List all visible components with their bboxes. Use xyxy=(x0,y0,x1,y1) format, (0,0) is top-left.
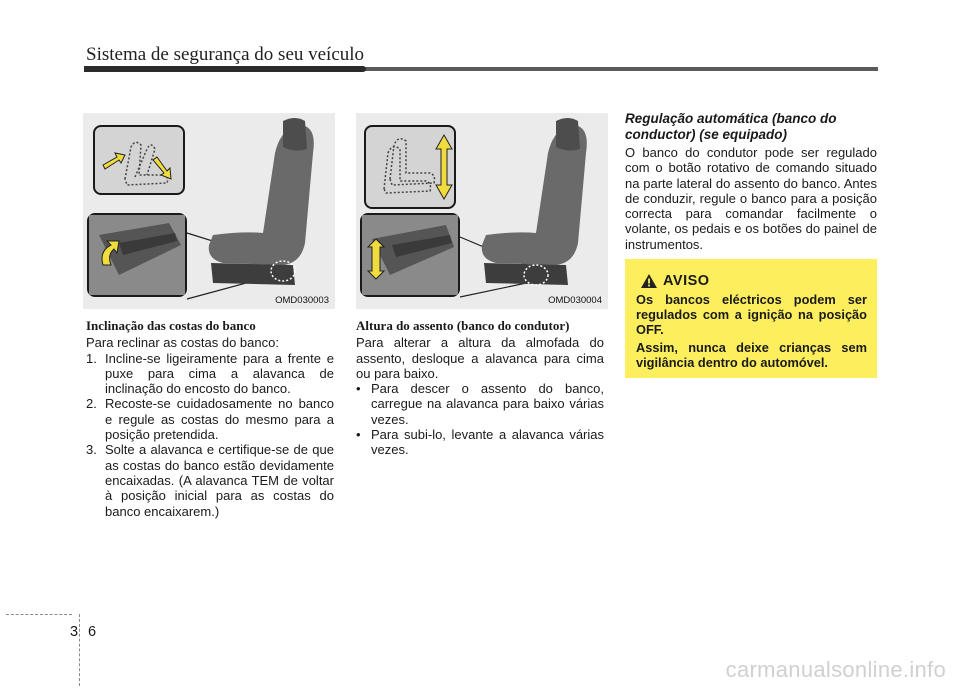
figure-seatback-recline xyxy=(83,113,335,309)
page-number: 6 xyxy=(88,624,97,640)
list-item: • Para descer o assento do banco, carregue na alavanca para baixo várias vezes. xyxy=(356,381,604,427)
auto-section xyxy=(625,111,877,252)
footer-rule xyxy=(6,614,72,615)
auto-heading: Regulação automática (banco do conductor) (se equipado) xyxy=(625,111,837,142)
recline-section xyxy=(86,318,334,519)
seat-illustration-icon xyxy=(456,113,608,309)
recline-intro: Para reclinar as costas do banco: xyxy=(86,335,279,351)
header-rule-accent xyxy=(84,66,366,72)
warning-box xyxy=(625,259,877,378)
footer-divider xyxy=(79,614,81,686)
recline-heading: Inclinação das costas do banco xyxy=(86,318,256,333)
list-item: 3. Solte a alavanca e certifique-se de que as costas do banco estão devidamente encaixadas. (A alavanca TEM de voltar à posição inicial para as costas do banco encaixarem.) xyxy=(86,442,334,519)
inset-recline-diagram xyxy=(93,125,185,195)
page-header-title: Sistema de segurança do seu veículo xyxy=(86,44,365,65)
height-section xyxy=(356,318,604,458)
warning-title: AVISO xyxy=(663,273,710,289)
height-diagram-icon xyxy=(366,127,454,207)
warning-line: Assim, nunca deixe crianças sem vigilância dentro do automóvel. xyxy=(636,340,867,370)
height-intro: Para alterar a altura da almofada do assento, desloque a alavanca para cima ou para baixo. xyxy=(356,335,604,381)
recline-diagram-icon xyxy=(95,127,183,193)
figure-code-middle: OMD030004 xyxy=(548,295,602,306)
warning-triangle-icon xyxy=(640,273,658,289)
warning-line: Os bancos eléctricos podem ser regulados com a ignição na posição OFF. xyxy=(636,292,867,337)
auto-body: O banco do condutor pode ser regulado com o botão rotativo de comando situado na parte lateral do assento do banco. Antes de conduzir, regule o banco para a posição correcta para comandar facilmente o volante, os pedais e os botões do painel de instrumentos. xyxy=(625,145,877,252)
height-heading: Altura do assento (banco do condutor) xyxy=(356,318,570,333)
figure-seat-height xyxy=(356,113,608,309)
inset-height-lever xyxy=(360,213,460,297)
figure-code-left: OMD030003 xyxy=(275,295,329,306)
list-item: • Para subi-lo, levante a alavanca várias vezes. xyxy=(356,427,604,458)
chapter-number: 3 xyxy=(70,624,79,640)
list-item: 2. Recoste-se cuidadosamente no banco e regule as costas do mesmo para a posição pretendida. xyxy=(86,396,334,443)
inset-recline-lever xyxy=(87,213,187,297)
list-item: 1. Incline-se ligeiramente para a frente e puxe para cima a alavanca de inclinação do encosto do banco. xyxy=(86,350,334,397)
height-lever-icon xyxy=(362,215,458,295)
recline-lever-icon xyxy=(89,215,185,295)
seat-illustration-icon xyxy=(183,113,335,309)
watermark: carmanualsonline.info xyxy=(725,657,946,682)
inset-height-diagram xyxy=(364,125,456,209)
